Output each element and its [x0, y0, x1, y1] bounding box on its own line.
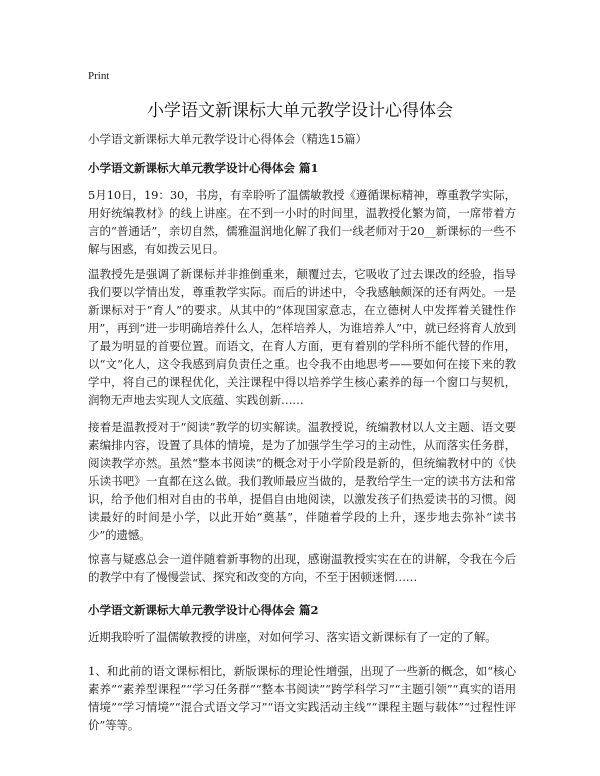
section-heading-1: 小学语文新课标大单元教学设计心得体会 篇1	[88, 161, 319, 175]
paragraph-1-2: 温教授先是强调了新课标并非推倒重来，颠覆过去，它吸收了过去课改的经验，指导我们要以学情出发，尊重教学实际。而后的讲述中，令我感触颇深的还有两处。一是新课标对于“育人”的要求。从其中的“体现国家意志，在立德树人中发挥着关键性作用”，再到“进一步明确培养什么人，怎样培养人，为谁培养人”中，就已经将育人放到了最为明显的首要位置。而语文，在育人方面，更有着别的学科所不能代替的作用，以“文”化人，这令我感到肩负责任之重。也令我不由地思考——要如何在接下来的教学中，将自己的课程优化，关注课程中得以培养学生核心素养的每一个窗口与契机，润物无声地去实现人文底蕴、实践创新……	[88, 267, 516, 407]
page-title: 小学语文新课标大单元教学设计心得体会	[147, 101, 453, 121]
print-label[interactable]: Print	[88, 70, 110, 82]
paragraph-1-1: 5月10日，19：30，书房，有幸聆听了温儒敏教授《遵循课标精神，尊重教学实际，用好统编教材》的线上讲座。在不到一小时的时间里，温教授化繁为简，一席带着方言的“普通话”，亲切自然，儒雅温润地化解了我们一线老师对于20__新课标的一些不解与困惑，有如拨云见日。	[88, 188, 516, 256]
paragraph-1-4: 惊喜与疑惑总会一道伴随着新事物的出现，感谢温教授实实在在的讲解，令我在今后的教学中有了慢慢尝试、探究和改变的方向，不至于困顿迷惘……	[88, 552, 516, 584]
paragraph-2-2: 1、和此前的语文课标相比，新版课标的理论性增强，出现了一些新的概念，如“核心素养”“素养型课程”“学习任务群”“整本书阅读”“跨学科学习”“主题引领”“真实的语用情境”“学习情境”“混合式语文学习”“语文实践活动主线”“课程主题与载体”“过程性评价”等等。	[88, 664, 516, 732]
document-subtitle: 小学语文新课标大单元教学设计心得体会（精选15篇）	[88, 132, 368, 146]
section-heading-2: 小学语文新课标大单元教学设计心得体会 篇2	[88, 603, 319, 617]
paragraph-2-1: 近期我聆听了温儒敏教授的讲座，对如何学习、落实语文新课标有了一定的了解。	[88, 630, 497, 644]
paragraph-1-3: 接着是温教授对于“阅读”教学的切实解读。温教授说，统编教材以人文主题、语文要素编排内容，设置了具体的情境，是为了加强学生学习的主动性，从而落实任务群，阅读教学亦然。虽然“整本书阅读”的概念对于小学阶段是新的，但统编教材中的《快乐读书吧》一直都在这么做。我们教师最应当做的，是教给学生一定的读书方法和常识，给予他们相对自由的书单，提倡自由地阅读，以激发孩子们热爱读书的习惯。阅读最好的时间是小学，以此开始“奠基”，伴随着学段的上升，逐步地去弥补“读书少”的遗憾。	[88, 420, 516, 542]
